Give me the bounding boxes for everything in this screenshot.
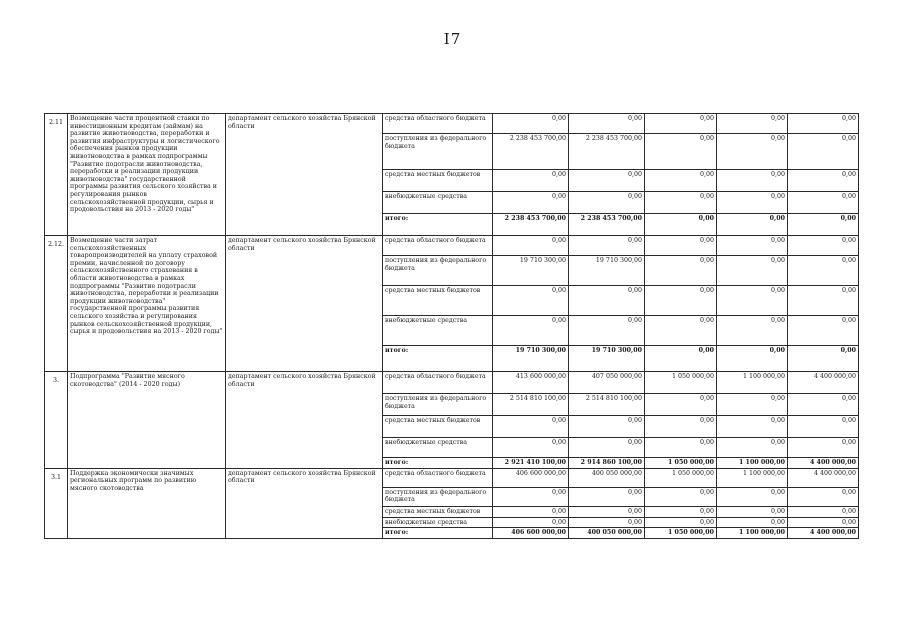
- section-code: 2.12.: [45, 236, 68, 372]
- funding-source: поступления из федерального бюджета: [383, 134, 493, 170]
- section-executor: департамент сельского хозяйства Брянской области: [226, 114, 383, 236]
- amount-cell: 400 050 000,00: [569, 468, 645, 487]
- amount-cell: 0,00: [569, 170, 645, 192]
- amount-cell: 0,00: [493, 192, 569, 214]
- amount-cell: 0,00: [717, 170, 788, 192]
- amount-cell: 406 600 000,00: [493, 468, 569, 487]
- table-row: [45, 236, 859, 256]
- table-row: [45, 372, 859, 394]
- amount-cell: 0,00: [569, 487, 645, 506]
- amount-cell: 1 100 000,00: [717, 372, 788, 394]
- amount-cell: 0,00: [788, 346, 859, 372]
- funding-source: итого:: [383, 346, 493, 372]
- amount-cell: 0,00: [788, 316, 859, 346]
- funding-source: поступления из федерального бюджета: [383, 487, 493, 506]
- amount-cell: 2 914 860 100,00: [569, 458, 645, 469]
- amount-cell: 0,00: [569, 506, 645, 517]
- section-code: 3.: [45, 372, 68, 469]
- amount-cell: 0,00: [717, 134, 788, 170]
- funding-source: средства местных бюджетов: [383, 286, 493, 316]
- amount-cell: 0,00: [645, 236, 717, 256]
- amount-cell: 0,00: [717, 506, 788, 517]
- table-row: [45, 114, 859, 134]
- funding-source: средства местных бюджетов: [383, 170, 493, 192]
- amount-cell: 0,00: [645, 487, 717, 506]
- amount-cell: 0,00: [645, 114, 717, 134]
- amount-cell: 1 100 000,00: [717, 528, 788, 539]
- amount-cell: 0,00: [645, 316, 717, 346]
- amount-cell: 0,00: [493, 236, 569, 256]
- amount-cell: 4 400 000,00: [788, 458, 859, 469]
- amount-cell: 0,00: [493, 487, 569, 506]
- amount-cell: 2 514 810 100,00: [493, 394, 569, 416]
- amount-cell: 0,00: [717, 438, 788, 458]
- amount-cell: 1 050 000,00: [645, 372, 717, 394]
- amount-cell: 0,00: [569, 517, 645, 528]
- amount-cell: 1 050 000,00: [645, 528, 717, 539]
- section-description: Возмещение части процентной ставки по инвестиционным кредитам (займам) на развитие животноводства, переработки и развития инфраструктуры и логистического обеспечения рынков продукции животноводства в рамках подпрограммы "Развитие подотрасли животноводства, переработки и реализации продукции животноводства" государственной программы развития сельского хозяйства и регулирования рынков сельскохозяйственной продукции, сырья и продовольствия на 2013 - 2020 годы": [68, 114, 226, 236]
- amount-cell: 0,00: [645, 346, 717, 372]
- amount-cell: 0,00: [645, 134, 717, 170]
- amount-cell: 0,00: [717, 487, 788, 506]
- funding-source: средства областного бюджета: [383, 114, 493, 134]
- amount-cell: 0,00: [788, 416, 859, 438]
- amount-cell: 0,00: [788, 438, 859, 458]
- funding-source: внебюджетные средства: [383, 517, 493, 528]
- amount-cell: 1 100 000,00: [717, 458, 788, 469]
- amount-cell: 19 710 300,00: [493, 256, 569, 286]
- funding-source: итого:: [383, 214, 493, 236]
- amount-cell: 19 710 300,00: [569, 256, 645, 286]
- amount-cell: 0,00: [569, 114, 645, 134]
- amount-cell: 0,00: [717, 286, 788, 316]
- amount-cell: 0,00: [493, 170, 569, 192]
- amount-cell: 19 710 300,00: [493, 346, 569, 372]
- amount-cell: 0,00: [717, 416, 788, 438]
- amount-cell: 0,00: [717, 346, 788, 372]
- amount-cell: 0,00: [717, 316, 788, 346]
- amount-cell: 0,00: [788, 487, 859, 506]
- amount-cell: 406 600 000,00: [493, 528, 569, 539]
- funding-source: внебюджетные средства: [383, 192, 493, 214]
- amount-cell: 0,00: [645, 394, 717, 416]
- funding-source: поступления из федерального бюджета: [383, 256, 493, 286]
- amount-cell: 0,00: [645, 416, 717, 438]
- amount-cell: 0,00: [645, 506, 717, 517]
- budget-table: [44, 113, 859, 539]
- amount-cell: 1 050 000,00: [645, 458, 717, 469]
- amount-cell: 0,00: [717, 517, 788, 528]
- funding-source: внебюджетные средства: [383, 438, 493, 458]
- amount-cell: 0,00: [645, 192, 717, 214]
- amount-cell: 0,00: [717, 256, 788, 286]
- amount-cell: 0,00: [788, 114, 859, 134]
- section-description: Подпрограмма "Развитие мясного скотоводства" (2014 - 2020 годы): [68, 372, 226, 469]
- amount-cell: 0,00: [645, 256, 717, 286]
- amount-cell: 4 400 000,00: [788, 528, 859, 539]
- amount-cell: 0,00: [788, 236, 859, 256]
- amount-cell: 0,00: [645, 438, 717, 458]
- amount-cell: 2 238 453 700,00: [569, 214, 645, 236]
- amount-cell: 0,00: [788, 170, 859, 192]
- funding-source: поступления из федерального бюджета: [383, 394, 493, 416]
- section-description: Возмещение части затрат сельскохозяйственных товаропроизводителей на уплату страховой премии, начисленной по договору сельскохозяйственного страхования в области животноводства в рамках подпрограммы "Развитие подотрасли животноводства, переработки и реализации продукции животноводства" государственной программы развития сельского хозяйства и регулирования рынков сельскохозяйственной продукции, сырья и продовольствия на 2013 - 2020 годы": [68, 236, 226, 372]
- amount-cell: 413 600 000,00: [493, 372, 569, 394]
- amount-cell: 2 514 810 100,00: [569, 394, 645, 416]
- amount-cell: 0,00: [569, 438, 645, 458]
- amount-cell: 0,00: [569, 286, 645, 316]
- amount-cell: 4 400 000,00: [788, 372, 859, 394]
- funding-source: средства областного бюджета: [383, 468, 493, 487]
- funding-source: средства местных бюджетов: [383, 416, 493, 438]
- amount-cell: 2 238 453 700,00: [569, 134, 645, 170]
- amount-cell: 0,00: [717, 236, 788, 256]
- section-executor: департамент сельского хозяйства Брянской области: [226, 372, 383, 469]
- amount-cell: 0,00: [493, 438, 569, 458]
- amount-cell: 0,00: [788, 214, 859, 236]
- amount-cell: 0,00: [493, 416, 569, 438]
- amount-cell: 0,00: [493, 506, 569, 517]
- amount-cell: 0,00: [569, 416, 645, 438]
- section-code: 3.1: [45, 468, 68, 538]
- amount-cell: 0,00: [493, 517, 569, 528]
- amount-cell: 0,00: [569, 236, 645, 256]
- amount-cell: 0,00: [788, 394, 859, 416]
- funding-source: средства областного бюджета: [383, 372, 493, 394]
- amount-cell: 0,00: [493, 114, 569, 134]
- amount-cell: 0,00: [645, 170, 717, 192]
- amount-cell: 2 238 453 700,00: [493, 214, 569, 236]
- amount-cell: 0,00: [788, 286, 859, 316]
- amount-cell: 0,00: [569, 316, 645, 346]
- amount-cell: 0,00: [493, 286, 569, 316]
- amount-cell: 2 921 410 100,00: [493, 458, 569, 469]
- funding-source: итого:: [383, 458, 493, 469]
- amount-cell: 407 050 000,00: [569, 372, 645, 394]
- amount-cell: 2 238 453 700,00: [493, 134, 569, 170]
- amount-cell: 0,00: [717, 114, 788, 134]
- amount-cell: 1 050 000,00: [645, 468, 717, 487]
- amount-cell: 0,00: [645, 517, 717, 528]
- amount-cell: 400 050 000,00: [569, 528, 645, 539]
- amount-cell: 0,00: [788, 256, 859, 286]
- amount-cell: 0,00: [717, 192, 788, 214]
- amount-cell: 0,00: [569, 192, 645, 214]
- amount-cell: 19 710 300,00: [569, 346, 645, 372]
- amount-cell: 0,00: [717, 214, 788, 236]
- amount-cell: 0,00: [717, 394, 788, 416]
- funding-source: средства местных бюджетов: [383, 506, 493, 517]
- section-code: 2.11: [45, 114, 68, 236]
- table-row: [45, 468, 859, 487]
- amount-cell: 0,00: [788, 517, 859, 528]
- section-executor: департамент сельского хозяйства Брянской области: [226, 468, 383, 538]
- amount-cell: 0,00: [493, 316, 569, 346]
- section-description: Поддержка экономически значимых региональных программ по развитию мясного скотоводства: [68, 468, 226, 538]
- amount-cell: 0,00: [788, 506, 859, 517]
- funding-source: внебюджетные средства: [383, 316, 493, 346]
- amount-cell: 4 400 000,00: [788, 468, 859, 487]
- section-executor: департамент сельского хозяйства Брянской области: [226, 236, 383, 372]
- amount-cell: 0,00: [788, 192, 859, 214]
- funding-source: итого:: [383, 528, 493, 539]
- amount-cell: 0,00: [788, 134, 859, 170]
- amount-cell: 1 100 000,00: [717, 468, 788, 487]
- amount-cell: 0,00: [645, 214, 717, 236]
- page-number: I7: [443, 30, 462, 48]
- funding-source: средства областного бюджета: [383, 236, 493, 256]
- amount-cell: 0,00: [645, 286, 717, 316]
